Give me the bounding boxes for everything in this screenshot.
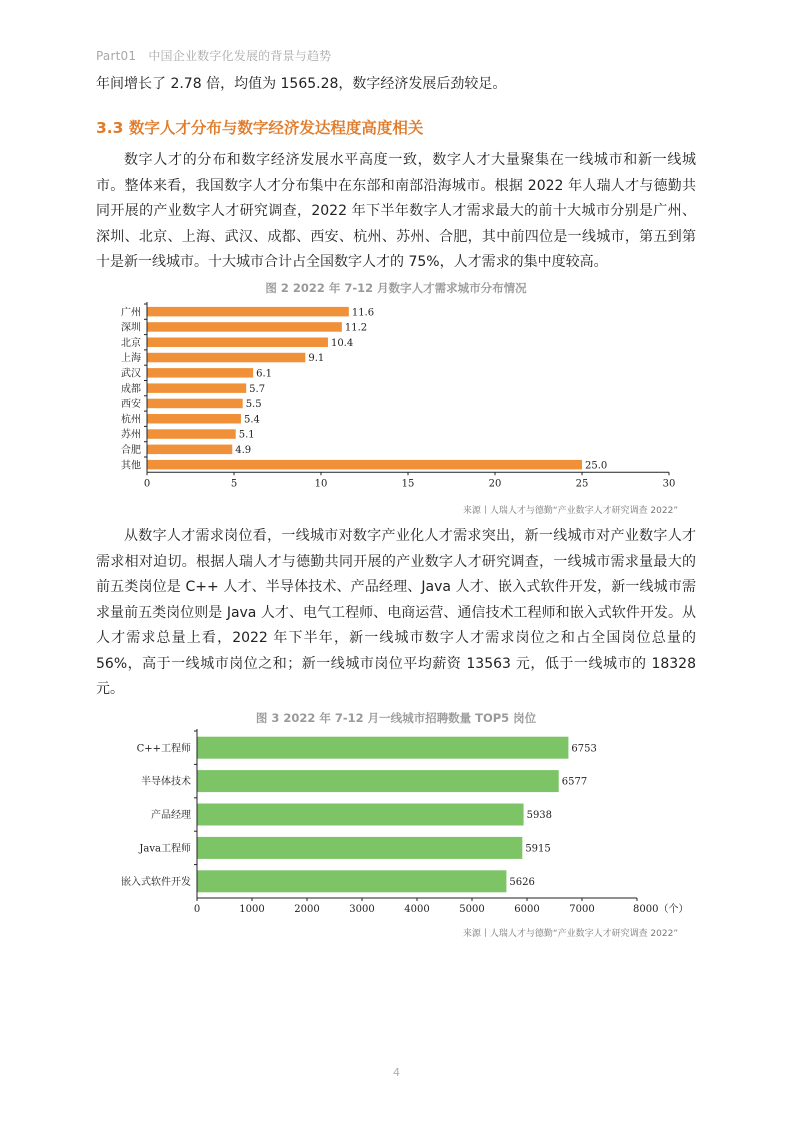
- x-tick-label: 2000: [294, 904, 320, 915]
- bar: [147, 460, 582, 470]
- category-label: 杭州: [121, 414, 141, 426]
- bar: [197, 770, 559, 792]
- category-label: 武汉: [121, 368, 141, 380]
- figure-3-source: 来源丨人瑞人才与德勤“产业数字人才研究调查 2022”: [462, 929, 678, 939]
- category-label: 产品经理: [151, 810, 191, 822]
- x-tick-label: 5: [230, 478, 238, 488]
- value-label: 4.9: [235, 444, 252, 456]
- paragraph-1: 数字人才的分布和数字经济发展水平高度一致，数字人才大量聚集在一线城市和新一线城市。整体来看，我国数字人才分布集中在东部和南部沿海城市。根据 2022 年人瑞人才与德勤共同开展的产业数字人才研究调查，2022 年下半年数字人才需求最大的前十大城市分别是广州、深圳、北京、上海、武汉、成都、西安、杭州、苏州、合肥，其中前四位是一线城市，第五到第十是新一线城市。十大城市合计占全国数字人才的 75%，人才需求的集中度较高。: [96, 152, 696, 270]
- running-header: Part01 中国企业数字化发展的背景与趋势: [96, 49, 332, 63]
- bar: [197, 804, 524, 826]
- value-label: 5.5: [245, 399, 262, 411]
- value-label: 5.7: [249, 383, 266, 395]
- bar: [147, 414, 241, 424]
- value-label: 5915: [525, 843, 551, 855]
- bar: [147, 307, 349, 317]
- category-label: C++工程师: [136, 743, 191, 755]
- paragraph-2: 从数字人才需求岗位看，一线城市对数字产业化人才需求突出，新一线城市对产业数字人才需求相对迫切。根据人瑞人才与德勤共同开展的产业数字人才研究调查，一线城市需求量最大的前五类岗位是 C++ 人才、半导体技术、产品经理、Java 人才、嵌入式软件开发，新一线城市需求量前五类岗位则是 Java 人才、电气工程师、电商运营、通信技术工程师和嵌入式软件开发。从人才需求总量上看，2022 年下半年，新一线城市数字人才需求岗位之和占全国岗位总量的 56%，高于一线城市岗位之和；新一线城市岗位平均薪资 13563 元，低于一线城市的 18328 元。: [96, 528, 696, 697]
- x-tick-label: 0: [193, 904, 201, 915]
- x-tick-label: 25: [575, 478, 589, 488]
- x-tick-label: 10: [314, 478, 328, 488]
- x-tick-label: 8000（个）: [633, 904, 689, 915]
- category-label: Java工程师: [139, 843, 191, 855]
- figure-3-bars: [121, 737, 597, 893]
- value-label: 5.4: [243, 414, 260, 426]
- bar: [147, 429, 236, 439]
- value-label: 6577: [561, 776, 588, 788]
- x-tick-label: 1000: [239, 904, 265, 915]
- figure-2-chart: [96, 298, 696, 488]
- category-label: 其他: [121, 460, 141, 472]
- bar: [197, 737, 568, 759]
- bar: [147, 322, 342, 332]
- value-label: 9.1: [308, 353, 325, 365]
- figure-2-title: 图 2 2022 年 7-12 月数字人才需求城市分布情况: [265, 281, 527, 295]
- value-label: 10.4: [330, 337, 354, 349]
- value-label: 25.0: [585, 460, 608, 472]
- figure-3-chart: [96, 728, 696, 922]
- category-label: 西安: [121, 399, 141, 411]
- x-tick-label: 5000: [459, 904, 485, 915]
- bar: [147, 383, 246, 393]
- value-label: 6753: [571, 743, 597, 755]
- value-label: 5.1: [238, 429, 255, 441]
- bar: [147, 353, 305, 363]
- x-tick-label: 7000: [569, 904, 595, 915]
- figure-2-bars: [121, 305, 607, 471]
- category-label: 成都: [121, 383, 141, 395]
- value-label: 11.2: [344, 322, 368, 334]
- page-number: 4: [393, 1066, 400, 1079]
- bar: [147, 368, 253, 378]
- bar: [197, 837, 522, 859]
- category-label: 广州: [121, 307, 141, 319]
- category-label: 苏州: [121, 429, 141, 441]
- x-tick-label: 0: [143, 478, 151, 488]
- category-label: 嵌入式软件开发: [121, 876, 191, 888]
- figure-3-title: 图 3 2022 年 7-12 月一线城市招聘数量 TOP5 岗位: [255, 711, 537, 725]
- value-label: 6.1: [256, 368, 273, 380]
- value-label: 5938: [526, 810, 553, 822]
- x-tick-label: 15: [401, 478, 415, 488]
- value-label: 11.6: [351, 307, 375, 319]
- section-heading: 3.3 数字人才分布与数字经济发达程度高度相关: [96, 119, 424, 137]
- value-label: 5626: [509, 876, 535, 888]
- category-label: 合肥: [121, 444, 141, 456]
- category-label: 上海: [121, 353, 141, 365]
- x-tick-label: 30: [662, 478, 676, 488]
- continuation-paragraph: 年间增长了 2.78 倍，均值为 1565.28，数字经济发展后劲较足。: [96, 76, 507, 92]
- x-tick-label: 6000: [514, 904, 540, 915]
- x-tick-label: 20: [488, 478, 502, 488]
- x-tick-label: 4000: [404, 904, 430, 915]
- figure-2-source: 来源丨人瑞人才与德勤“产业数字人才研究调查 2022”: [462, 506, 678, 516]
- bar: [147, 399, 243, 409]
- bar: [147, 445, 232, 455]
- x-tick-label: 3000: [349, 904, 375, 915]
- category-label: 深圳: [121, 322, 141, 334]
- category-label: 半导体技术: [141, 776, 191, 788]
- bar: [147, 338, 328, 348]
- category-label: 北京: [121, 337, 141, 349]
- bar: [197, 870, 506, 892]
